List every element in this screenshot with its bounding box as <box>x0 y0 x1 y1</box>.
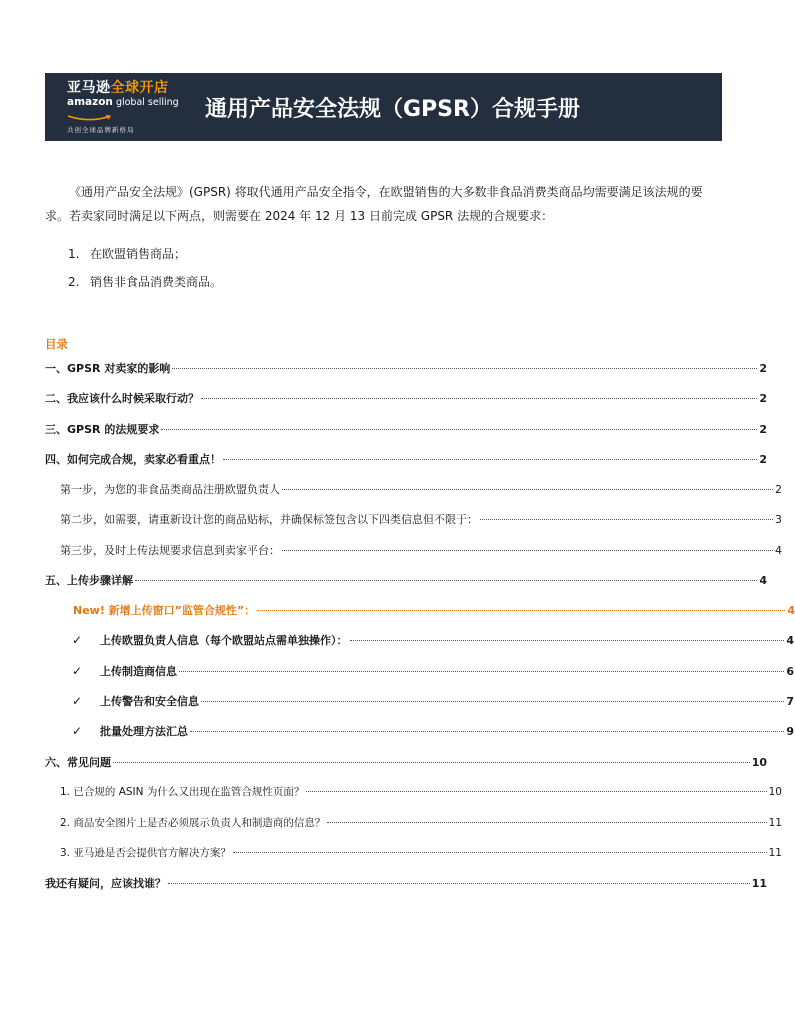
toc-leader-dots <box>190 731 784 732</box>
logo-line1 <box>67 81 197 95</box>
toc-page-number: 2 <box>759 362 767 375</box>
checkmark-icon: ✓ <box>72 664 83 678</box>
toc-entry-title: 第二步，如需要，请重新设计您的商品贴标，并确保标签包含以下四类信息但不限于： <box>60 513 478 526</box>
toc-page-number: 10 <box>768 786 782 798</box>
toc-leader-dots <box>113 762 750 763</box>
toc-entry-title: New! 新增上传窗口”监管合规性”： <box>73 604 256 617</box>
toc-leader-dots <box>282 550 773 551</box>
toc-entry-title: 上传欧盟负责人信息（每个欧盟站点需单独操作）： <box>100 634 348 647</box>
toc-entry-title: 上传制造商信息 <box>100 665 177 678</box>
toc-entry-title: 上传警告和安全信息 <box>100 695 199 708</box>
toc-page-number: 2 <box>759 392 767 405</box>
amazon-smile-icon <box>67 115 113 121</box>
toc-entry-title: 三、GPSR 的法规要求 <box>45 423 160 436</box>
toc-entry-new[interactable] <box>0 602 795 622</box>
toc-page-number: 4 <box>759 574 767 587</box>
toc-leader-dots <box>327 822 766 823</box>
toc-entry-title: 第一步，为您的非食品类商品注册欧盟负责人 <box>60 483 280 496</box>
toc-entry[interactable] <box>0 815 782 835</box>
toc-page-number: 6 <box>786 665 794 678</box>
toc-entry[interactable] <box>0 451 767 471</box>
toc-entry[interactable] <box>0 390 767 410</box>
toc-page-number: 2 <box>759 453 767 466</box>
toc-leader-dots <box>257 610 785 611</box>
toc-entry[interactable] <box>0 693 794 713</box>
toc-leader-dots <box>350 640 785 641</box>
toc-page-number: 2 <box>775 483 782 496</box>
conditions-list <box>68 243 222 299</box>
toc-page-number: 10 <box>751 756 767 769</box>
page-title: 通用产品安全法规（GPSR）合规手册 <box>205 96 580 122</box>
logo-line1-orange: 全球开店 <box>110 80 169 96</box>
toc-entry-title: 二、我应该什么时候采取行动？ <box>45 392 199 405</box>
toc-entry-title: 四、如何完成合规，卖家必看重点！ <box>45 453 221 466</box>
toc-entry[interactable] <box>0 360 767 380</box>
toc-entry[interactable] <box>0 542 782 562</box>
checkmark-icon: ✓ <box>72 633 83 647</box>
list-item-number: 1. <box>68 247 80 261</box>
toc-leader-dots <box>480 519 773 520</box>
checkmark-icon: ✓ <box>72 724 83 738</box>
toc-leader-dots <box>233 852 767 853</box>
toc-leader-dots <box>282 489 773 490</box>
toc-entry-title: 五、上传步骤详解 <box>45 574 133 587</box>
toc-entry-title: 2. 商品安全图片上是否必须展示负责人和制造商的信息？ <box>60 817 326 829</box>
toc-page-number: 11 <box>768 847 782 859</box>
toc-leader-dots <box>179 671 784 672</box>
intro-paragraph: 《通用产品安全法规》(GPSR) 将取代通用产品安全指令，在欧盟销售的大多数非食品消费类商品均需要满足该法规的要求。若卖家同时满足以下两点，则需要在 2024 年 12 月 13 日前完成 GPSR 法规的合规要求： <box>45 185 703 223</box>
toc-entry[interactable] <box>0 875 767 895</box>
amazon-global-selling-logo <box>45 81 197 133</box>
logo-tagline: 共创全球品牌新格局 <box>67 125 135 134</box>
logo-line2-bold: amazon <box>67 96 113 108</box>
toc-entry[interactable] <box>0 663 794 683</box>
list-item-number: 2. <box>68 275 80 289</box>
list-item-text: 在欧盟销售商品； <box>90 247 187 261</box>
toc-leader-dots <box>161 429 757 430</box>
toc-page-number: 7 <box>786 695 794 708</box>
toc-leader-dots <box>135 580 757 581</box>
logo-line2 <box>67 97 197 108</box>
toc-leader-dots <box>201 701 784 702</box>
toc-entry[interactable] <box>0 421 767 441</box>
toc-entry[interactable] <box>0 511 782 531</box>
toc-entry[interactable] <box>0 481 782 501</box>
toc-leader-dots <box>306 791 766 792</box>
logo-line1-black: 亚马逊 <box>67 80 111 96</box>
toc-page-number: 3 <box>775 513 782 526</box>
toc-entry[interactable] <box>0 754 767 774</box>
toc-entry[interactable] <box>0 632 794 652</box>
toc-entry-title: 批量处理方法汇总 <box>100 725 188 738</box>
toc-page-number: 4 <box>786 634 794 647</box>
toc-page-number: 4 <box>775 544 782 557</box>
toc-leader-dots <box>168 883 750 884</box>
list-item <box>68 243 222 271</box>
logo-line2-normal: global selling <box>112 97 179 108</box>
toc-page-number: 11 <box>751 877 767 890</box>
toc-entry[interactable] <box>0 784 782 804</box>
toc-entry-title: 1. 已合规的 ASIN 为什么又出现在监管合规性页面？ <box>60 786 305 798</box>
toc-entry[interactable] <box>0 723 794 743</box>
header-banner <box>45 73 722 141</box>
toc-page-number: 11 <box>768 817 782 829</box>
toc-entry-title: 一、GPSR 对卖家的影响 <box>45 362 171 375</box>
checkmark-icon: ✓ <box>72 694 83 708</box>
toc-page-number: 2 <box>759 423 767 436</box>
toc-leader-dots <box>172 368 757 369</box>
toc-page-number: 4 <box>787 604 795 617</box>
toc-entry[interactable] <box>0 572 767 592</box>
toc-entry[interactable] <box>0 845 782 865</box>
list-item-text: 销售非食品消费类商品。 <box>90 275 223 289</box>
toc-entry-title: 第三步，及时上传法规要求信息到卖家平台： <box>60 544 280 557</box>
list-item <box>68 271 222 299</box>
toc-entry-title: 六、常见问题 <box>45 756 111 769</box>
toc-leader-dots <box>223 459 757 460</box>
toc-entry-title: 我还有疑问，应该找谁？ <box>45 877 166 890</box>
toc-entry-title: 3. 亚马逊是否会提供官方解决方案？ <box>60 847 231 859</box>
toc-page-number: 9 <box>786 725 794 738</box>
toc-heading: 目录 <box>45 337 68 351</box>
toc-leader-dots <box>201 398 757 399</box>
